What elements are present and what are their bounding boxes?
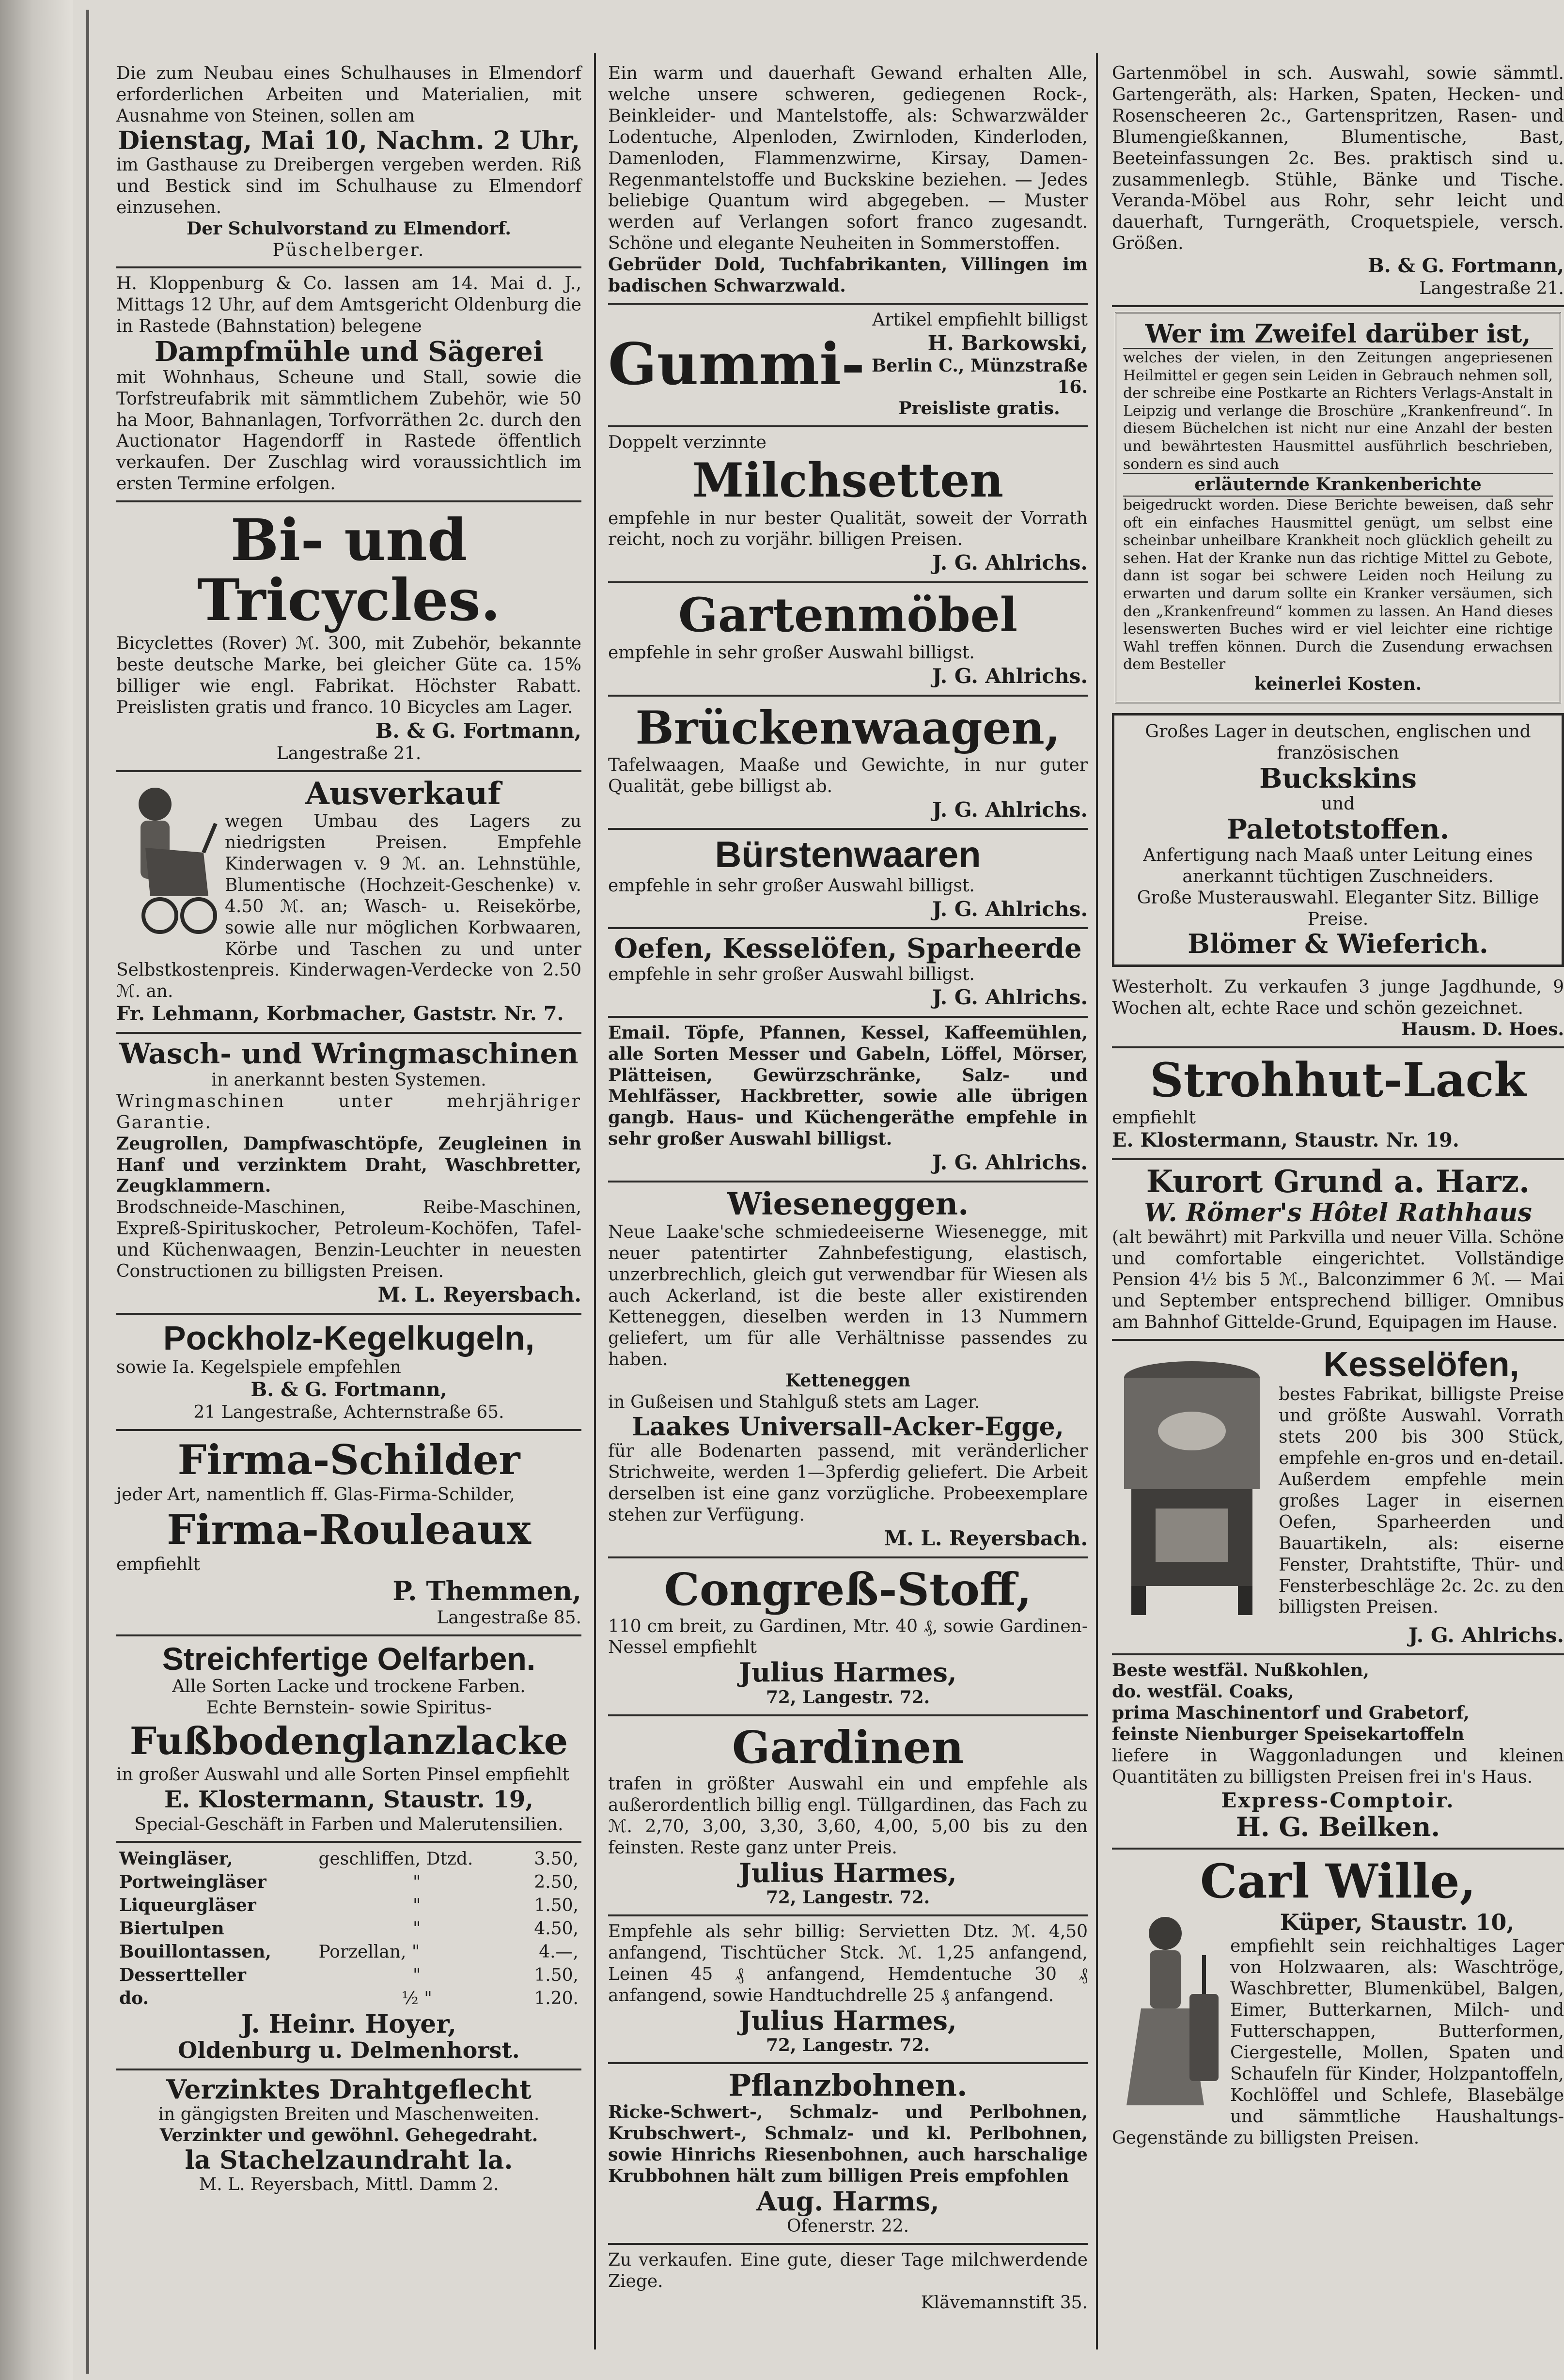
ad-text: bestes Fabrikat, billigste Preise und größte Auswahl. Vorrath stets 200 bis 300 Stück, empfehle en-gros und en-detail. Außerdem empfehle mein großes Lager in eisernen Oefen, Sparheerden und Bauartikeln, als: eiserne Fenster, Drahtstifte, Thür- und Fensterbeschläge 2c. 2c. zu den billigsten Preisen. (1279, 1384, 1564, 1618)
ad-text: (alt bewährt) mit Parkvilla und neuer Villa. Schöne und comfortable eingerichtet. Vollständige Pension 4½ bis 5 ℳ., Balconzimmer 6 ℳ. — Mai und September entsprechend billiger. Omnibus am Bahnhof Gittelde-Grund, Equipagen im Hause. (1112, 1227, 1564, 1333)
ad-garden-tools (1112, 58, 1564, 307)
table-row: Dessertteller " 1.50, (119, 1964, 579, 1985)
ad-buckskins (1112, 713, 1564, 967)
table-row: Bouillontassen, Porzellan, " 4.—, (119, 1942, 579, 1962)
ad-text: Empfehle als sehr billig: Servietten Dtz. ℳ. 4,50 anfangend, Tischtücher Stck. ℳ. 1,25 anfangend, Leinen 45 ₰ anfangend, Hemdentuche 30 ₰ anfangend, sowie Handtuchdrelle 25 ₰ anfangend. (608, 1922, 1088, 2006)
ad-heading: Firma-Schilder (177, 1435, 520, 1484)
ad-heading: Pflanzbohnen. (728, 2068, 968, 2103)
ad-firm: Julius Harmes, (739, 2005, 957, 2036)
ad-address: 21 Langestraße, Achternstraße 65. (193, 1402, 504, 1422)
ad-text-5: liefere in Waggonladungen und kleinen Quantitäten zu billigsten Preisen frei in's Haus. (1112, 1746, 1564, 1787)
ad-address: 72, Langestr. 72. (766, 1687, 930, 1708)
ad-text-2: und (1321, 794, 1355, 814)
ad-text: Ricke-Schwert-, Schmalz- und Perlbohnen, Krubschwert-, Schmalz- und kl. Perlbohnen, sowie Hinrichs Riesenbohnen, auch harschalige Krubbohnen hält zum billigen Preis empfohlen (608, 2102, 1088, 2187)
ad-text-1: Neue Laake'sche schmiedeeiserne Wiesenegge, mit neuer patentirter Zahnbefestigung, elastisch, unzerbrechlich, gleich gut verwendbar für Wiesen als auch Ackerland, ist die beste aller existirenden Ketteneggen, dieselben werden in 13 Nummern geliefert, um für alle Verhältnisse passendes zu haben. (608, 1222, 1088, 1370)
ad-signature: M. L. Reyersbach. (884, 1526, 1088, 1550)
ad-text: Tafelwaagen, Maaße und Gewichte, in nur guter Qualität, gebe billigst ab. (608, 755, 1088, 797)
ad-cooper (1112, 1850, 1564, 2155)
ad-boiler-stoves (1112, 1341, 1564, 1655)
ad-firm: E. Klostermann, Staustr. Nr. 19. (1112, 1129, 1459, 1152)
table-row: Portweingläser " 2.50, (119, 1872, 579, 1893)
ad-firm: Blömer & Wieferich. (1188, 928, 1488, 960)
ad-text: empfehle in sehr großer Auswahl billigst. (608, 964, 975, 984)
stove-illustration-icon (1112, 1349, 1272, 1620)
ad-text: Bicyclettes (Rover) ℳ. 300, mit Zubehör, bekannte beste deutsche Marke, bei gleicher Güte ca. 15% billiger wie engl. Fabrikat. Höchster Rabatt. Preislisten gratis und franco. 10 Bicycles am Lager. (116, 633, 581, 717)
ad-heading: Bi- und Tricycles. (197, 506, 500, 634)
ad-firm: B. & G. Fortmann, (375, 718, 581, 743)
ad-text: Doppelt verzinnte (608, 432, 766, 452)
ad-address: Langestraße 21. (1419, 278, 1564, 298)
ad-hunting-dogs (1112, 972, 1564, 1048)
ad-clearance-sale (116, 772, 581, 1034)
ad-oil-paints (116, 1636, 581, 1843)
ad-text-2: Wringmaschinen unter mehrjähriger Garantie. (116, 1091, 581, 1133)
ad-heading: Brückenwaagen, (635, 701, 1061, 755)
ad-text: jeder Art, namentlich ff. Glas-Firma-Schilder, (116, 1484, 515, 1505)
ad-heading: Strohhut-Lack (1150, 1052, 1526, 1107)
ad-heading-2: Fußbodenglanzlacke (129, 1719, 568, 1764)
ad-signature: J. G. Ahlrichs. (932, 664, 1088, 688)
ad-heading: Buckskins (1259, 762, 1417, 794)
ad-kitchenware (608, 1018, 1088, 1183)
ad-text-4: Große Musterauswahl. Eleganter Sitz. Billige Preise. (1137, 887, 1539, 929)
ad-stoves (608, 929, 1088, 1018)
ad-firm: Gebrüder Dold, Tuchfabrikanten, Villingen im badischen Schwarzwald. (608, 254, 1088, 296)
ad-cloth (608, 58, 1088, 305)
ad-text: empfehle in sehr großer Auswahl billigst. (608, 875, 975, 896)
ad-tricycles (116, 502, 581, 772)
ad-text-3: in großer Auswahl und alle Sorten Pinsel empfiehlt (116, 1765, 569, 1785)
ad-address: Berlin C., Münzstraße 16. (871, 356, 1088, 398)
ad-text: trafen in größter Auswahl ein und empfehle als außerordentlich billig engl. Tüllgardinen, das Fach zu ℳ. 2,70, 3,00, 3,30, 3,60, 4,00, 5,00 bis zu den feinsten. Reste ganz unter Preis. (608, 1774, 1088, 1858)
ad-text: wegen Umbau des Lagers zu niedrigsten Preisen. Empfehle Kinderwagen v. 9 ℳ. an. Lehnstühle, Blumentische (Hochzeit-Geschenke) v. 4.50 ℳ. an; Wasch- u. Reisekörbe, sowie alle nur möglichen Korbwaaren, Körbe und Taschen zu und unter Selbstkostenpreis. Kinderwagen-Verdecke von 2.50 ℳ. an. (116, 811, 581, 1002)
ad-signature: M. L. Reyersbach. (377, 1282, 581, 1307)
ad-text: empfehle in sehr großer Auswahl billigst. (608, 643, 975, 663)
ad-subheading: erläuternde Krankenberichte (1123, 473, 1553, 497)
ad-text-3: Zeugrollen, Dampfwaschtöpfe, Zeugleinen in Hanf und verzinktem Draht, Waschbretter, Zeugklammern. (116, 1133, 581, 1197)
ad-rubber (608, 305, 1088, 427)
ad-address: 72, Langestr. 72. (766, 1887, 930, 1908)
table-row: Biertulpen " 4.50, (119, 1918, 579, 1939)
ad-heading-2: W. Römer's Hôtel Rathhaus (1144, 1198, 1532, 1228)
ad-heading: Gartenmöbel (678, 587, 1018, 642)
ad-washing-machines (116, 1034, 581, 1315)
ad-signature: M. L. Reyersbach, Mittl. Damm 2. (199, 2174, 499, 2194)
ad-footer: keinerlei Kosten. (1254, 674, 1422, 695)
ad-heading: Congreß-Stoff, (664, 1563, 1032, 1616)
column-rule-2 (1096, 53, 1098, 2349)
ad-coal (1112, 1655, 1564, 1849)
ad-text-2: empfiehlt sein reichhaltiges Lager von Holzwaaren, als: Waschtröge, Waschbretter, Blumenkübel, Balgen, Eimer, Butterkarnen, Milch- und Futterschappen, Butterformen, Ciergestelle, Mollen, Spaten und Schaufeln für Kinder, Holzpantoffeln, Kochlöffel und Schlefe, Blasebälge und sämmtliche Haushaltungs-Gegenstände zu billigsten Preisen. (1112, 1936, 1564, 2148)
ad-firm: B. & G. Fortmann, (250, 1378, 447, 1401)
ad-signature: J. G. Ahlrichs. (1408, 1623, 1564, 1648)
ad-text: Zu verkaufen. Eine gute, dieser Tage milchwerdende Ziege. (608, 2250, 1088, 2292)
ad-milk-pans (608, 427, 1088, 583)
ad-text-2: im Gasthause zu Dreibergen vergeben werden. Riß und Bestick sind im Schulhause zu Elmendorf einzusehen. (116, 155, 581, 218)
ad-text-2: Ketteneggen (785, 1370, 911, 1391)
ad-text-4: Brodschneide-Maschinen, Reibe-Maschinen, Expreß-Spirituskocher, Petroleum-Kochöfen, Tafel- und Küchenwaagen, Benzin-Leuchter in neuesten Constructionen zu billigsten Preisen. (116, 1198, 581, 1282)
ad-text-2: Preisliste gratis. (898, 398, 1060, 419)
ad-signature: J. G. Ahlrichs. (932, 551, 1088, 575)
ad-text: 110 cm breit, zu Gardinen, Mtr. 40 ₰, sowie Gardinen-Nessel empfiehlt (608, 1616, 1088, 1658)
ad-text-2: do. westfäl. Coaks, (1112, 1681, 1294, 1702)
ad-linens (608, 1916, 1088, 2064)
ad-text: Ein warm und dauerhaft Gewand erhalten Alle, welche unsere schweren, gediegenen Rock-, Beinkleider- und Mantelstoffe, als: Schwarzwälder Lodentuche, Alpenloden, Zwirnloden, Kinderloden, Damenloden, Flammenzwirne, Kirsay, Damen-Regenmantelstoffe und Buckskine beziehen. — Jedes beliebige Quantum wird abgegeben. — Muster werden auf Verlangen sofort franco zugesandt. Schöne und elegante Neuheiten in Sommerstoffen. (608, 63, 1088, 254)
ad-address: Klävemannstift 35. (921, 2293, 1088, 2313)
ad-wire-mesh (116, 2070, 581, 2201)
ad-date: Dienstag, Mai 10, Nachm. 2 Uhr, (117, 125, 580, 156)
ad-heading: Dampfmühle und Sägerei (154, 336, 544, 368)
ad-address: 72, Langestr. 72. (766, 2035, 930, 2056)
ad-text-3: Anfertigung nach Maaß unter Leitung eines anerkannt tüchtigen Zuschneiders. (1143, 845, 1533, 887)
ad-heading: Oefen, Kesselöfen, Sparheerde (614, 932, 1082, 964)
ad-text-4: feinste Nienburger Speisekartoffeln (1112, 1724, 1465, 1745)
table-row: Liqueurgläser " 1.50, (119, 1895, 579, 1916)
ad-steam-mill (116, 268, 581, 502)
ad-heading: Kesselöfen, (1323, 1345, 1519, 1384)
ad-heading: Carl Wille, (1200, 1853, 1476, 1909)
ad-firm: Julius Harmes, (739, 1657, 957, 1688)
ad-text-1: Alle Sorten Lacke und trockene Farben. (172, 1677, 526, 1697)
ad-text-2: Echte Bernstein- sowie Spiritus- (206, 1698, 492, 1718)
ad-heading: Bürstenwaaren (715, 834, 981, 876)
ad-text-4: Special-Geschäft in Farben und Malerutensilien. (134, 1814, 563, 1835)
ad-firm: E. Klostermann, Staustr. 19, (164, 1786, 533, 1813)
ad-signature: Hausm. D. Hoes. (1401, 1019, 1564, 1040)
ad-text-2: Verzinkter und gewöhnl. Gehegedraht. (159, 2125, 538, 2146)
ad-text-2: empfiehlt (116, 1555, 200, 1575)
page-binding-edge (0, 0, 73, 2380)
ad-text: Gartenmöbel in sch. Auswahl, sowie sämmtl. Gartengeräth, als: Harken, Spaten, Hecken- und Rosenscheeren 2c., Gartenspritzen, Rasen- und Blumengießkannen, Blumentische, Bast, Beeteinfassungen 2c. Bes. praktisch sind u. zusammenlegb. Stühle, Bänke und Tische. Veranda-Möbel aus Rohr, sehr leicht und dauerhaft, Turngeräth, Croquetspiele, versch. Größen. (1112, 63, 1564, 254)
column-1 (116, 58, 581, 2201)
ad-heading: Milchsetten (692, 452, 1004, 508)
ad-curtains (608, 1716, 1088, 1917)
ad-heading-2: Laakes Universall-Acker-Egge, (632, 1412, 1064, 1442)
woman-churning-illustration-icon (1112, 1912, 1223, 2115)
ad-company-signs (116, 1431, 581, 1636)
ad-signature: J. G. Ahlrichs. (932, 1151, 1088, 1175)
ad-signature-2: Püschelberger. (272, 240, 425, 260)
ad-beans (608, 2064, 1088, 2245)
ad-text: empfiehlt (1112, 1108, 1196, 1128)
ad-text: sowie Ia. Kegelspiele empfehlen (116, 1357, 401, 1378)
ad-firm: J. Heinr. Hoyer, (241, 2009, 457, 2039)
ad-firm: Fr. Lehmann, Korbmacher, Gaststr. Nr. 7. (116, 1002, 564, 1026)
ad-heading: Gummi- (608, 330, 865, 398)
ad-heading: Pockholz-Kegelkugeln, (163, 1319, 535, 1357)
price-table (116, 1848, 581, 2010)
ad-firm: Julius Harmes, (739, 1857, 957, 1888)
ad-heading-2: la Stachelzaundraht la. (185, 2145, 513, 2175)
ad-heading: Wer im Zweifel darüber ist, (1123, 320, 1553, 349)
ad-firm: B. & G. Fortmann, (1367, 254, 1564, 278)
ad-health-booklet (1115, 312, 1561, 703)
pram-illustration-icon (116, 780, 218, 940)
ad-heading: Wieseneggen. (727, 1186, 969, 1223)
ad-text-1: in anerkannt besten Systemen. (211, 1070, 486, 1090)
ad-heading: Express-Comptoir. (1221, 1788, 1455, 1812)
ad-heading-2: Firma-Rouleaux (167, 1505, 531, 1554)
ad-firm: Aug. Harms, (756, 2185, 939, 2217)
ad-text: welches der vielen, in den Zeitungen angepriesenen Heilmittel er gegen sein Leiden in Gebrauch nehmen soll, der schreibe eine Postkarte an Richters Verlags-Anstalt in Leipzig und verlange die Broschüre „Krankenfreund“. In diesem Büchelchen ist nicht nur eine Anzahl der besten und bewährtesten Hausmittel ausführlich beschrieben, sondern es sind auch (1123, 349, 1553, 473)
table-row: Weingläser, geschliffen, Dtzd. 3.50, (119, 1849, 579, 1869)
ad-garden-furniture (608, 583, 1088, 697)
ad-school-building (116, 58, 581, 268)
ad-address: Langestraße 21. (276, 743, 422, 763)
ad-text: Westerholt. Zu verkaufen 3 junge Jagdhunde, 9 Wochen alt, echte Race und schön gezeichnet. (1112, 977, 1564, 1018)
ad-heading: Kurort Grund a. Harz. (1146, 1164, 1530, 1200)
ad-text: H. Kloppenburg & Co. lassen am 14. Mai d. J., Mittags 12 Uhr, auf dem Amtsgericht Oldenburg die in Rastede (Bahnstation) belegene (116, 274, 581, 337)
ad-bowling-balls (116, 1315, 581, 1431)
ad-text-1: Küper, Staustr. 10, (1280, 1909, 1515, 1936)
ad-text: Die zum Neubau eines Schulhauses in Elmendorf erforderlichen Arbeiten und Materialien, mit Ausnahme von Steinen, sollen am (116, 63, 581, 126)
ad-firm: H. Barkowski, (927, 331, 1088, 355)
column-border (86, 10, 89, 2374)
ad-heading: Ausverkauf (305, 775, 501, 812)
ad-signature: Der Schulvorstand zu Elmendorf. (187, 218, 511, 239)
ad-address: Langestraße 85. (437, 1607, 581, 1628)
ad-scales (608, 697, 1088, 830)
ad-goat (608, 2245, 1088, 2319)
ad-heading: Verzinktes Drahtgeflecht (166, 2073, 532, 2105)
ad-text-3: prima Maschinentorf und Grabetorf, (1112, 1703, 1470, 1724)
ad-text-4: für alle Bodenarten passend, mit veränderlicher Strichweite, werden 1—3pferdig geliefert. Die Arbeit derselben ist eine ganz vorzügliche. Probeexemplare stehen zur Verfügung. (608, 1441, 1088, 1525)
ad-text-1: Großes Lager in deutschen, englischen und französischen (1145, 721, 1531, 763)
column-2 (608, 58, 1088, 2319)
ad-straw-hat-lacquer (1112, 1048, 1564, 1161)
ad-meadow-harrows (608, 1182, 1088, 1558)
ad-text-2: beigedruckt worden. Diese Berichte beweisen, daß sehr oft ein einfaches Hausmittel genügt, um selbst eine scheinbar unheilbare Krankheit noch glücklich geheilt zu sehen. Hat der Kranke nun das richtige Mittel zu Gebote, dann ist sogar bei schwere Leiden noch Heilung zu erwarten und darum sollte ein Kranker versäumen, sich den „Krankenfreund“ kommen zu lassen. An Hand dieses lesenswerten Buches wird er viel leichter eine richtige Wahl treffen können. Durch die Zusendung erwachsen dem Besteller (1123, 497, 1553, 673)
ad-text-3: in Gußeisen und Stahlguß stets am Lager. (608, 1392, 980, 1413)
ad-address: Oldenburg u. Delmenhorst. (178, 2037, 520, 2063)
ad-hotel (1112, 1160, 1564, 1341)
ad-heading: Streichfertige Oelfarben. (162, 1640, 536, 1677)
ad-text-2: empfehle in nur bester Qualität, soweit der Vorrath reicht, noch zu vorjähr. billigen Preisen. (608, 508, 1088, 550)
ad-text-1: Beste westfäl. Nußkohlen, (1112, 1660, 1369, 1681)
ad-congress-fabric (608, 1558, 1088, 1716)
ad-address: Ofenerstr. 22. (786, 2216, 909, 2237)
ad-brushes (608, 830, 1088, 929)
ad-heading: Wasch- und Wringmaschinen (119, 1037, 579, 1071)
ad-firm: H. G. Beilken. (1236, 1811, 1440, 1843)
ad-text-1: in gängigsten Breiten und Maschenweiten. (158, 2104, 540, 2124)
ad-signature: J. G. Ahlrichs. (932, 798, 1088, 822)
ad-signature: J. G. Ahlrichs. (932, 985, 1088, 1010)
ad-signature: J. G. Ahlrichs. (932, 897, 1088, 921)
ad-firm: P. Themmen, (392, 1575, 581, 1606)
ad-heading-2: Paletotstoffen. (1226, 813, 1450, 846)
column-3 (1112, 58, 1564, 2154)
column-rule-1 (594, 53, 596, 2349)
ad-text-1: Artikel empfiehlt billigst (872, 310, 1088, 330)
ad-glassware (116, 1843, 581, 2070)
ad-text-2: mit Wohnhaus, Scheune und Stall, sowie die Torfstreufabrik mit sämmtlichem Zubehör, wie 50 ha Moor, Bahnanlagen, Torfvorräthen 2c. durch den Auctionator Hagendorff in Rastede öffentlich verkaufen. Der Zuschlag wird voraussichtlich im ersten Termine erfolgen. (116, 367, 581, 494)
table-row: do. ½ " 1.20. (119, 1988, 579, 2008)
ad-text: Email. Töpfe, Pfannen, Kessel, Kaffeemühlen, alle Sorten Messer und Gabeln, Löffel, Mörser, Plätteisen, Gewürzschränke, Salz- und Mehlfässer, Hackbretter, sowie alle übrigen gangb. Haus- und Küchengeräthe empfehle in sehr großer Auswahl billigst. (608, 1022, 1088, 1150)
ad-heading: Gardinen (732, 1721, 964, 1773)
